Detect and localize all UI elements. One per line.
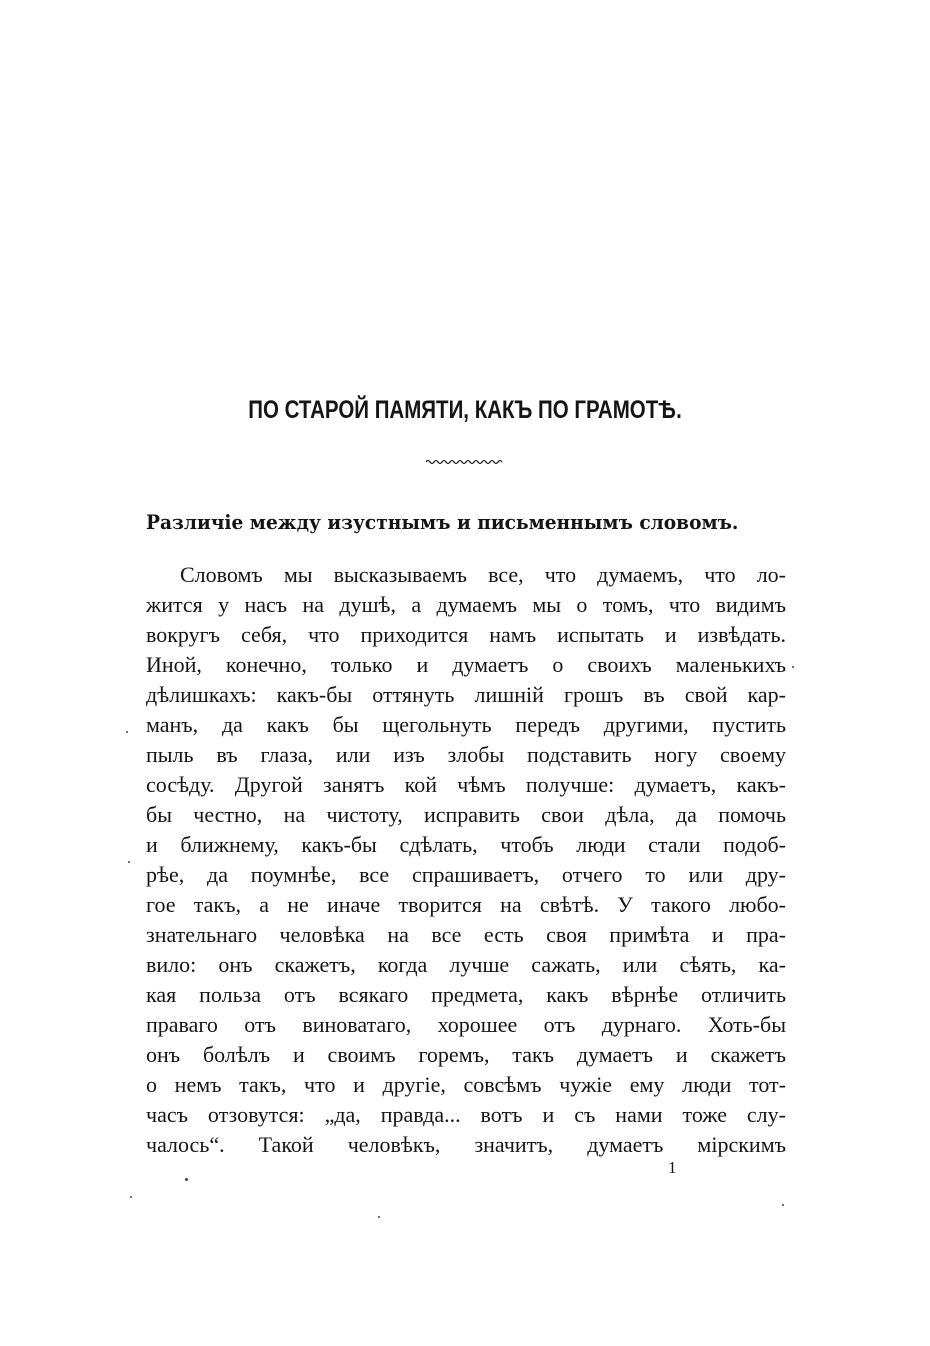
text-line: жится у насъ на душѣ, а думаемъ мы о томъ, что видимъ <box>146 592 786 617</box>
print-speck <box>128 861 130 863</box>
print-speck <box>378 1216 380 1218</box>
text-line: знательнаго человѣка на все есть своя примѣта и пра- <box>146 922 786 947</box>
text-line: Словомъ мы высказываемъ все, что думаемъ, что ло- <box>180 562 786 587</box>
text-line: чалось“. Такой человѣкъ, значитъ, думаетъ мірскимъ <box>146 1132 786 1157</box>
text-line: праваго отъ виноватаго, хорошее отъ дурнаго. Хоть-бы <box>146 1012 786 1037</box>
print-speck <box>782 1204 784 1206</box>
text-line: рѣе, да поумнѣе, все спрашиваетъ, отчего то или дру- <box>146 862 786 887</box>
text-line: Иной, конечно, только и думаетъ о своихъ маленькихъ <box>146 652 786 677</box>
text-line: о немъ такъ, что и другіе, совсѣмъ чужіе ему люди тот- <box>146 1072 786 1097</box>
text-line: манъ, да какъ бы щегольнуть передъ другими, пустить <box>146 712 786 737</box>
text-line: сосѣду. Другой занятъ кой чѣмъ получше: думаетъ, какъ- <box>146 772 786 797</box>
text-line: часъ отзовутся: „да, правда... вотъ и съ нами тоже слу- <box>146 1102 786 1127</box>
text-line: дѣлишкахъ: какъ-бы оттянуть лишній грошъ въ свой кар- <box>146 682 786 707</box>
text-line: бы честно, на чистоту, исправить свои дѣла, да помочь <box>146 802 786 827</box>
text-line: вокругъ себя, что приходится намъ испытать и извѣдать. <box>146 622 786 647</box>
text-line: вило: онъ скажетъ, когда лучше сажать, или сѣять, ка- <box>146 952 786 977</box>
page-number: 1 <box>668 1158 677 1177</box>
chapter-title: ПО СТАРОЙ ПАМЯТИ, КАКЪ ПО ГРАМОТѢ. <box>248 396 682 424</box>
body-paragraph <box>146 560 786 1160</box>
print-speck <box>130 1196 132 1198</box>
text-line: пыль въ глаза, или изъ злобы подставить ногу своему <box>146 742 786 767</box>
text-line: гое такъ, а не иначе творится на свѣтѣ. У такого любо- <box>146 892 786 917</box>
print-speck <box>185 1178 188 1181</box>
text-line: онъ болѣлъ и своимъ горемъ, такъ думаетъ и скажетъ <box>146 1042 786 1067</box>
text-line: и ближнему, какъ-бы сдѣлать, чтобъ люди стали подоб- <box>146 832 786 857</box>
print-speck <box>126 731 128 733</box>
section-subtitle: Различіе между изустнымъ и письменнымъ словомъ. <box>146 510 739 534</box>
text-line: кая польза отъ всякаго предмета, какъ вѣрнѣе отличить <box>146 982 786 1007</box>
decorative-wavy-rule <box>426 458 504 466</box>
print-speck <box>792 666 794 668</box>
